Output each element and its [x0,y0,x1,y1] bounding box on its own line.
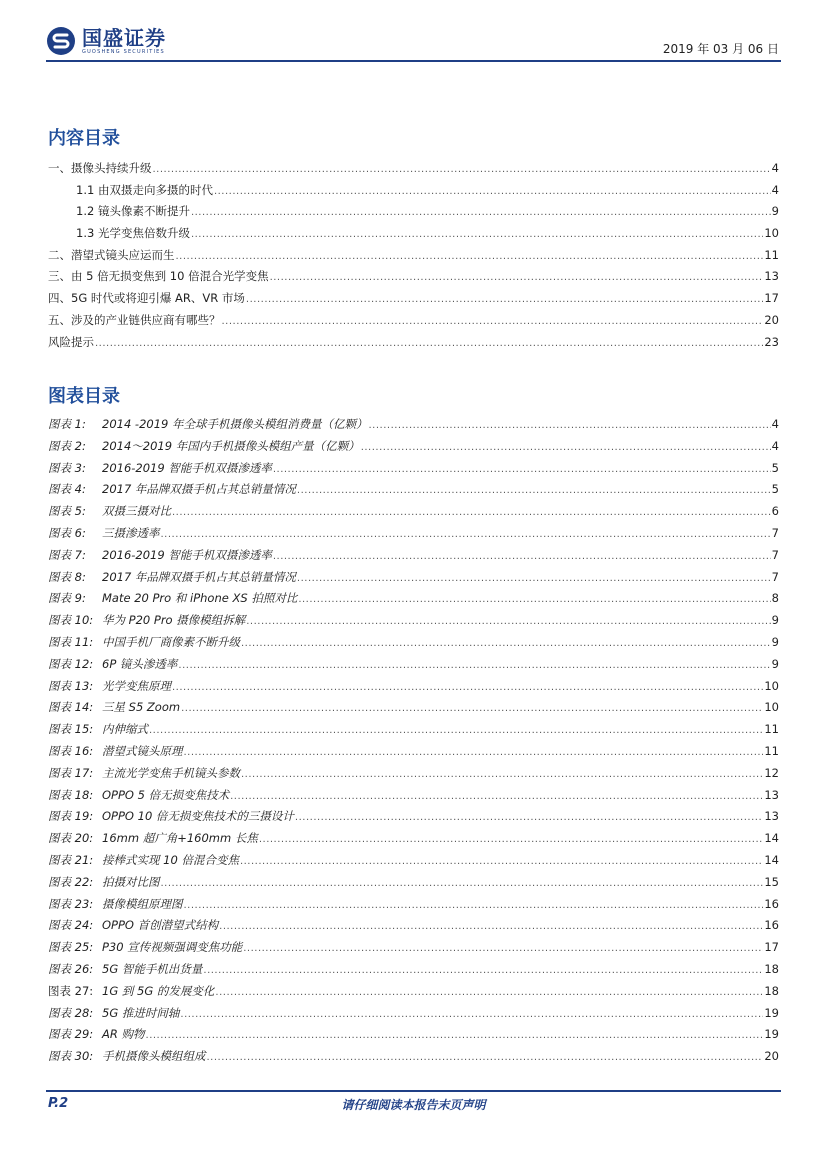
figure-entry-title [48,656,177,672]
figure-entry-title [48,460,272,476]
toc-entry-label: 1.1 由双摄走向多摄的时代 [76,182,213,197]
figure-entry-title [48,569,296,585]
figure-number: 图表 1: [48,417,86,431]
toc-entry-page: 20 [764,312,779,327]
figure-caption: 潜望式镜头原理 [102,743,183,758]
figure-entry-page: 20 [764,1049,779,1064]
figure-number: 图表 22: [48,874,94,889]
figure-caption: 手机摄像头模组组成 [102,1049,206,1064]
figure-entry-title [48,765,240,781]
figure-number: 图表 10: [48,613,94,628]
figure-number: 图表 15: [48,722,94,737]
toc-entry-label: 1.2 镜头像素不断提升 [76,204,190,219]
figure-entry-page: 10 [764,700,779,715]
leader-dots [191,229,763,240]
figure-entry-page: 7 [771,525,779,540]
figure-number: 图表 25: [48,940,94,955]
figure-caption: AR 购物 [102,1027,145,1042]
leader-dots [298,594,770,605]
leader-dots [246,294,763,305]
figure-entry[interactable] [48,438,779,460]
figure-number: 图表 21: [48,852,94,867]
figure-entry-title [48,721,148,737]
toc-entry-page: 9 [771,204,779,219]
figure-entry-title [48,481,296,497]
leader-dots [246,616,770,627]
figure-number: 图表 20: [48,831,94,846]
figure-entry-title [48,787,229,803]
figure-caption: 内伸缩式 [102,722,148,737]
toc-entry[interactable] [48,203,779,225]
figure-entry[interactable] [48,1005,779,1027]
figure-entry-title [48,1026,145,1042]
figure-caption: 1G 到 5G 的发展变化 [102,983,215,998]
figure-entry[interactable] [48,656,779,678]
toc-entry-label: 三、由 5 倍无损变焦到 10 倍混合光学变焦 [48,269,269,284]
figure-entry-page: 14 [764,852,779,867]
leader-dots [184,900,764,911]
leader-dots [184,747,764,758]
figure-number: 图表 8: [48,569,86,584]
leader-dots [178,660,770,671]
leader-dots [214,186,771,197]
figure-entry-page: 7 [771,547,779,562]
toc-entry-page: 4 [771,161,779,175]
figure-entry[interactable] [48,808,779,830]
figure-entry[interactable] [48,416,779,438]
toc-entry[interactable] [48,312,779,334]
figure-caption: 6P 镜头渗透率 [102,656,178,671]
figure-caption: 2016-2019 智能手机双摄渗透率 [102,460,272,475]
leader-dots [95,338,763,349]
figure-entry-page: 9 [771,613,779,628]
figure-caption: 中国手机厂商像素不断升级 [102,634,240,649]
figure-number: 图表 11: [48,634,94,649]
figure-entry-title [48,416,368,432]
figure-caption: 16mm 超广角+160mm 长焦 [102,831,258,846]
figure-number: 图表 26: [48,961,94,976]
leader-dots [161,878,764,889]
figure-entry-page: 11 [764,743,779,758]
figure-entry-page: 8 [771,591,779,606]
figure-entry-page: 17 [764,940,779,955]
leader-dots [219,921,763,932]
figure-caption: 2014～2019 年国内手机摄像头模组产量（亿颗） [102,438,360,453]
figure-entry-page: 15 [764,874,779,889]
toc-entry[interactable] [48,160,779,182]
leader-dots [297,485,771,496]
figure-entry[interactable] [48,569,779,591]
figure-entry-page: 10 [764,678,779,693]
toc-entry-label: 二、潜望式镜头应运而生 [48,247,175,262]
leader-dots [191,207,771,218]
leader-dots [180,1009,763,1020]
logo-text: 国盛证券 [82,25,166,50]
figure-caption: 摄像模组原理图 [102,896,183,911]
figure-number: 图表 29: [48,1027,94,1042]
figure-caption: 三摄渗透率 [102,525,160,540]
toc-entry-page: 10 [764,226,779,241]
figure-number: 图表 12: [48,656,94,671]
figure-caption: 接棒式实现 10 倍混合变焦 [102,852,239,867]
leader-dots [259,834,764,845]
toc-entry[interactable] [48,334,779,356]
figure-entry-title [48,917,218,933]
leader-dots [230,791,763,802]
figure-entry[interactable] [48,874,779,896]
toc-entry[interactable] [48,268,779,290]
leader-dots [172,507,771,518]
figure-entry[interactable] [48,481,779,503]
figure-entry[interactable] [48,765,779,787]
figure-caption: P30 宣传视频强调变焦功能 [102,940,243,955]
figure-entry-page: 18 [764,983,779,998]
figure-entry-page: 6 [771,504,779,519]
figure-entry-page: 19 [764,1027,779,1042]
figure-entry-title [48,678,171,694]
figure-caption: Mate 20 Pro 和 iPhone XS 拍照对比 [102,591,298,606]
leader-dots [270,272,764,283]
figure-entry[interactable] [48,743,779,765]
toc-entry[interactable] [48,290,779,312]
figure-entry[interactable] [48,721,779,743]
figure-number: 图表 9: [48,591,86,606]
figure-entry-title [48,808,294,824]
figure-number: 图表 30: [48,1049,94,1064]
figure-number: 图表 5: [48,504,86,519]
figure-entry-page: 11 [764,722,779,737]
leader-dots [361,442,771,453]
figure-entry-page: 5 [771,460,779,475]
figure-caption: 5G 智能手机出货量 [102,961,203,976]
leader-dots [222,316,764,327]
figures-title: 图表目录 [48,386,120,407]
figure-caption: OPPO 首创潜望式结构 [102,918,219,933]
figure-entry[interactable] [48,939,779,961]
figure-number: 图表 13: [48,678,94,693]
figure-number: 图表 14: [48,700,94,715]
figure-entry-title [48,830,258,846]
figure-entry-title [48,896,183,912]
figure-entry-page: 9 [771,656,779,671]
figure-entry-title [48,1005,179,1021]
figure-entry-title [48,438,360,454]
figure-entry-page: 7 [771,569,779,584]
figure-caption: 5G 推进时间轴 [102,1005,180,1020]
figure-entry-page: 19 [764,1005,779,1020]
figure-entry-page: 13 [764,787,779,802]
leader-dots [207,1052,764,1063]
header-divider [46,60,781,62]
leader-dots [241,638,771,649]
figure-entry-page: 4 [771,438,779,453]
leader-dots [181,703,763,714]
figure-entry-title [48,983,214,999]
figure-entry-title [48,874,160,890]
toc-entry-label: 1.3 光学变焦倍数升级 [76,226,190,241]
figure-number: 图表 28: [48,1005,94,1020]
figure-entry-title [48,852,239,868]
toc-entry-label: 四、5G 时代或将迎引爆 AR、VR 市场 [48,291,245,306]
figure-entry[interactable] [48,961,779,983]
toc-list [48,160,779,355]
leader-dots [215,987,763,998]
figure-entry-page: 14 [764,831,779,846]
company-logo [46,26,166,56]
toc-entry-page: 13 [764,269,779,284]
figure-entry[interactable] [48,699,779,721]
figure-number: 图表 17: [48,765,94,780]
leader-dots [153,164,771,175]
figure-entry[interactable] [48,1026,779,1048]
figure-entry-title [48,634,240,650]
figure-entry-page: 9 [771,634,779,649]
figure-number: 图表 2: [48,438,86,453]
figure-number: 图表 27: [48,983,94,998]
figure-number: 图表 16: [48,743,94,758]
figure-entry-page: 18 [764,961,779,976]
leader-dots [369,420,771,431]
leader-dots [149,725,763,736]
toc-entry-label: 五、涉及的产业链供应商有哪些？ [48,312,221,327]
figure-entry-title [48,1048,206,1064]
logo-subtext: GUOSHENG SECURITIES [82,48,165,55]
figure-caption: 2017 年品牌双摄手机占其总销量情况 [102,482,296,497]
figure-number: 图表 19: [48,809,94,824]
figure-entry[interactable] [48,525,779,547]
figure-entry[interactable] [48,830,779,852]
figure-entry-page: 13 [764,809,779,824]
leader-dots [203,965,763,976]
figure-entry[interactable] [48,590,779,612]
toc-entry-label: 一、摄像头持续升级 [48,161,152,175]
figure-entry[interactable] [48,503,779,525]
figure-entry-title [48,612,245,628]
page-header [0,0,827,64]
figure-entry-page: 4 [771,417,779,431]
guosheng-logo-icon [46,26,76,56]
figure-entry[interactable] [48,852,779,874]
figure-caption: 华为 P20 Pro 摄像模组拆解 [102,613,246,628]
leader-dots [297,573,771,584]
figure-caption: 光学变焦原理 [102,678,171,693]
figure-number: 图表 18: [48,787,94,802]
leader-dots [273,551,771,562]
figure-entry[interactable] [48,1048,779,1070]
leader-dots [295,812,763,823]
figure-entry[interactable] [48,460,779,482]
toc-entry-page: 23 [764,334,779,349]
figure-entry[interactable] [48,917,779,939]
figure-caption: 双摄三摄对比 [102,504,171,519]
figure-caption: 主流光学变焦手机镜头参数 [102,765,240,780]
figure-entry-page: 5 [771,482,779,497]
figure-caption: 三星 S5 Zoom [102,700,181,715]
disclaimer-note: 请仔细阅读本报告末页声明 [341,1098,486,1112]
figure-entry-page: 16 [764,896,779,911]
figure-entry[interactable] [48,896,779,918]
figure-entry-title [48,699,180,715]
figure-caption: 2014 -2019 年全球手机摄像头模组消费量（亿颗） [102,417,368,431]
leader-dots [273,464,771,475]
leader-dots [241,769,763,780]
report-date: 2019 年 03 月 06 日 [662,42,779,56]
figure-caption: 2016-2019 智能手机双摄渗透率 [102,547,272,562]
figure-entry-page: 12 [764,765,779,780]
figure-entry[interactable] [48,612,779,634]
leader-dots [172,682,763,693]
leader-dots [243,943,763,954]
footer-divider [46,1090,781,1092]
figure-entry[interactable] [48,634,779,656]
figures-list [48,416,779,1070]
figure-number: 图表 4: [48,482,86,497]
figure-entry-title [48,503,171,519]
toc-entry[interactable] [48,247,779,269]
figure-entry-title [48,743,183,759]
leader-dots [240,856,763,867]
leader-dots [176,251,764,262]
figure-caption: 2017 年品牌双摄手机占其总销量情况 [102,569,296,584]
figure-entry[interactable] [48,983,779,1005]
figure-number: 图表 24: [48,918,94,933]
figure-number: 图表 7: [48,547,86,562]
figure-entry[interactable] [48,547,779,569]
figure-entry-title [48,939,242,955]
figure-caption: OPPO 10 倍无损变焦技术的三摄设计 [102,809,294,824]
figure-caption: OPPO 5 倍无损变焦技术 [102,787,230,802]
figure-entry-page: 16 [764,918,779,933]
toc-entry-label: 风险提示 [48,334,94,349]
figure-entry[interactable] [48,678,779,700]
figure-number: 图表 6: [48,525,86,540]
figure-number: 图表 23: [48,896,94,911]
toc-entry-page: 4 [771,182,779,197]
toc-entry-page: 17 [764,291,779,306]
figure-entry-title [48,590,297,606]
leader-dots [161,529,771,540]
toc-title: 内容目录 [48,128,120,149]
figure-caption: 拍摄对比图 [102,874,160,889]
toc-entry[interactable] [48,182,779,204]
figure-number: 图表 3: [48,460,86,475]
figure-entry-title [48,525,160,541]
figure-entry-title [48,547,272,563]
figure-entry-title [48,961,202,977]
figure-entry[interactable] [48,787,779,809]
toc-entry-page: 11 [764,247,779,262]
page-number: P.2 [48,1096,69,1111]
toc-entry[interactable] [48,225,779,247]
leader-dots [146,1030,764,1041]
